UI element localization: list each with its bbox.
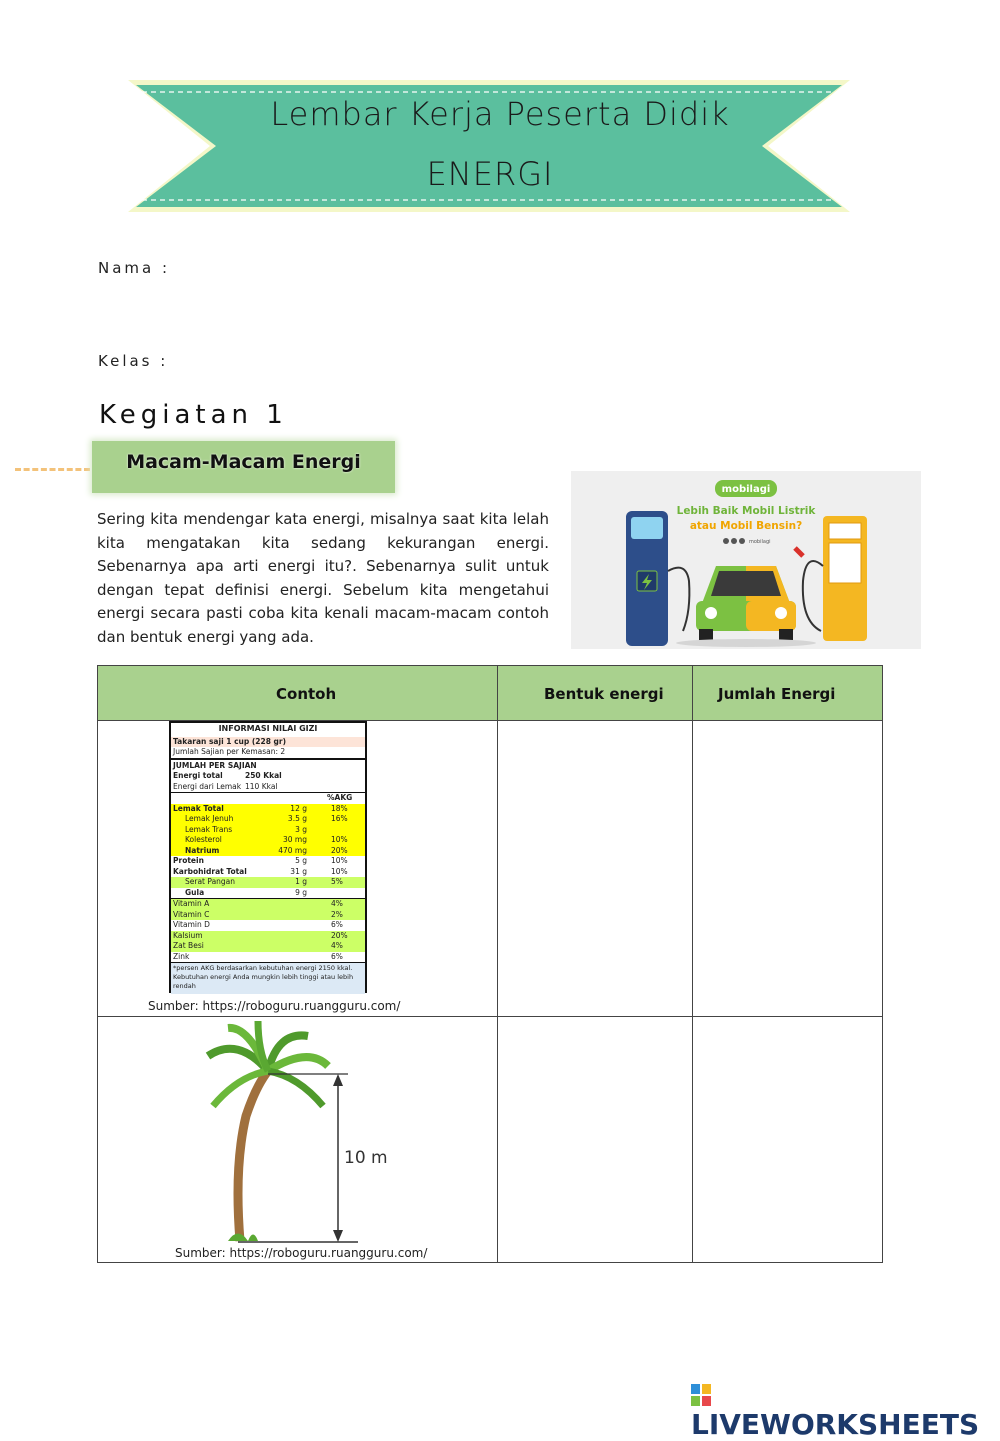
vitamin-akg: 2%: [331, 909, 343, 919]
nutrient-akg: 18%: [331, 803, 348, 813]
vitamin-label: Zat Besi: [173, 941, 204, 950]
nutrient-akg: 20%: [331, 845, 348, 855]
palm-tree-image: [198, 1016, 398, 1248]
nutrient-label: Protein: [173, 856, 204, 865]
vitamin-row: [171, 920, 365, 931]
nutrient-akg: 10%: [331, 856, 348, 865]
name-label: Nama :: [98, 259, 171, 277]
nutrient-amount: 30 mg: [283, 835, 307, 844]
vitamin-row: [171, 952, 365, 963]
energy-total-label: Energi total: [173, 771, 223, 780]
liveworksheets-logo: [691, 1375, 1000, 1441]
nutrient-label: Gula: [185, 887, 205, 897]
akg-header: %AKG: [327, 793, 353, 802]
nutrition-row: [171, 856, 365, 867]
logo-text: LIVEWORKSHEETS: [691, 1408, 980, 1441]
nutrient-label: Kolesterol: [185, 835, 222, 844]
source-caption: Sumber: https://roboguru.ruangguru.com/: [175, 1246, 428, 1260]
vitamin-label: Kalsium: [173, 930, 203, 940]
vitamin-label: Vitamin C: [173, 909, 210, 919]
energy-fat-label: Energi dari Lemak: [173, 781, 242, 791]
logo-grid-icon: [691, 1384, 711, 1406]
energy-fat-value: 110 Kkal: [245, 781, 278, 791]
ev-vs-gas-image: [571, 471, 921, 649]
nutrition-title: INFORMASI NILAI GIZI: [218, 724, 318, 733]
nutrient-label: Lemak Total: [173, 803, 224, 813]
ad-headline-2: atau Mobil Bensin?: [689, 520, 803, 532]
nutrient-amount: 31 g: [290, 866, 307, 876]
brand-label: mobilagi: [721, 484, 771, 495]
nutrient-amount: 3 g: [295, 824, 307, 834]
column-divider: [692, 666, 693, 1262]
nutrient-label: Karbohidrat Total: [173, 866, 247, 876]
nutrient-amount: 12 g: [290, 803, 307, 813]
answer-jumlah-energi-2[interactable]: [694, 1018, 881, 1262]
nutrition-row: [171, 846, 365, 857]
answer-jumlah-energi-1[interactable]: [694, 721, 881, 1015]
vitamin-akg: 6%: [331, 951, 343, 961]
vitamin-akg: 20%: [331, 930, 348, 940]
vitamin-akg: 6%: [331, 920, 343, 929]
answer-bentuk-energi-1[interactable]: [499, 721, 691, 1015]
answer-bentuk-energi-2[interactable]: [499, 1018, 691, 1262]
nutrient-akg: 10%: [331, 866, 348, 876]
nutrition-row: [171, 867, 365, 878]
header-bentuk-energi: Bentuk energi: [544, 685, 664, 703]
nutrition-servings-per: Jumlah Sajian per Kemasan: 2: [171, 747, 365, 760]
height-label: 10 m: [344, 1148, 388, 1168]
column-divider: [497, 666, 498, 1262]
worksheet-subtitle: ENERGI: [426, 155, 554, 193]
worksheet-title: Lembar Kerja Peserta Didik: [270, 95, 730, 133]
nutrient-amount: 470 mg: [278, 845, 307, 855]
vitamin-row: [171, 931, 365, 942]
nutrient-label: Natrium: [185, 845, 220, 855]
section-title: Macam-Macam Energi: [126, 451, 361, 473]
nutrition-footnote: *persen AKG berdasarkan kebutuhan energi 2150 kkal. Kebutuhan energi Anda mungkin lebih tinggi atau lebih rendah: [171, 962, 365, 994]
nutrient-label: Serat Pangan: [185, 877, 236, 886]
header-contoh: Contoh: [276, 685, 337, 703]
nutrient-amount: 5 g: [295, 856, 307, 865]
decorative-dash: [15, 468, 90, 471]
nutrition-row: [171, 835, 365, 846]
ad-handle: mobilagi: [749, 539, 771, 545]
activity-heading: Kegiatan 1: [99, 400, 288, 430]
vitamin-row: [171, 941, 365, 952]
nutrition-per-serving: JUMLAH PER SAJIAN: [173, 760, 257, 770]
vitamin-row: [171, 899, 365, 910]
vitamin-row: [171, 910, 365, 921]
nutrient-label: Lemak Jenuh: [185, 814, 234, 823]
nutrient-akg: 16%: [331, 814, 348, 823]
nutrient-amount: 9 g: [295, 887, 307, 897]
vitamin-akg: 4%: [331, 899, 343, 908]
class-label: Kelas :: [98, 352, 169, 370]
ad-headline-1: Lebih Baik Mobil Listrik: [676, 505, 816, 517]
header-jumlah-energi: Jumlah Energi: [718, 685, 836, 703]
nutrient-amount: 3.5 g: [287, 814, 307, 823]
nutrition-facts-label: [169, 721, 367, 993]
vitamin-akg: 4%: [331, 941, 343, 950]
energy-total-value: 250 Kkal: [245, 771, 282, 780]
nutrition-row: [171, 825, 365, 836]
nutrient-label: Lemak Trans: [185, 824, 233, 834]
section-header-box: [92, 441, 395, 493]
nutrition-row: [171, 877, 365, 888]
nutrient-akg: 5%: [331, 877, 343, 886]
nutrition-row: [171, 888, 365, 899]
nutrition-row: [171, 804, 365, 815]
vitamin-label: Vitamin A: [173, 899, 210, 908]
nutrient-akg: 10%: [331, 835, 348, 844]
nutrition-serving: Takaran saji 1 cup (228 gr): [171, 737, 365, 748]
nutrition-row: [171, 814, 365, 825]
source-caption: Sumber: https://roboguru.ruangguru.com/: [148, 999, 401, 1013]
intro-paragraph: Sering kita mendengar kata energi, misalnya saat kita lelah kita mengatakan kita sedang kekurangan energi. Sebenarnya apa arti energi itu?. Sebenarnya sulit untuk dengan tepat definisi energi. Sebelum kita mengetahui energi secara pasti coba kita kenali macam-macam contoh dan bentuk energi yang ada.: [97, 510, 549, 646]
vitamin-label: Zink: [173, 951, 190, 961]
nutrient-amount: 1 g: [295, 877, 307, 886]
vitamin-label: Vitamin D: [173, 920, 210, 929]
